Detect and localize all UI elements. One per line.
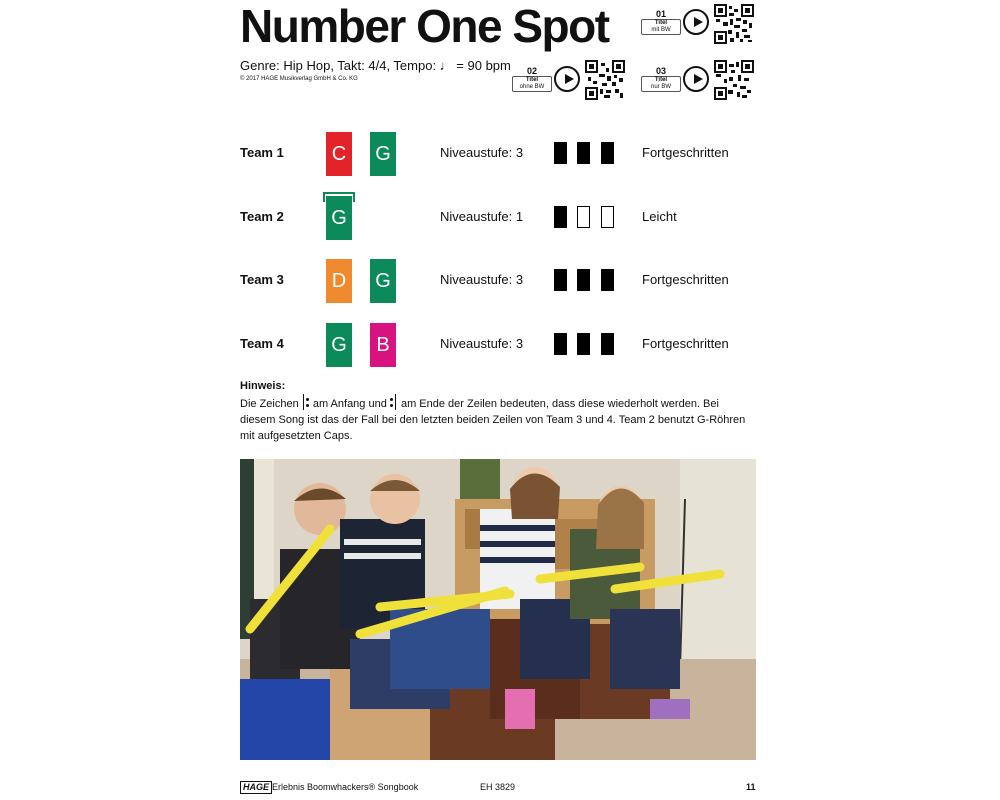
track-label: Titel — [525, 77, 539, 83]
level-bar-filled — [577, 142, 590, 164]
track-sub: mit BW — [651, 27, 671, 33]
track-01[interactable] — [641, 9, 709, 35]
page-number: 11 — [746, 782, 756, 792]
difficulty-label: Fortgeschritten — [642, 272, 729, 287]
tube-g: G — [370, 259, 396, 303]
repeat-end-icon — [390, 394, 398, 410]
level-bar-filled — [554, 333, 567, 355]
level-label: Niveaustufe: 1 — [440, 209, 524, 224]
hint-text-3: am Ende der Zeilen bedeuten, dass diese wiederholt werden. Bei diesem Song ist das der Fall bei den letzten beiden Zeilen von Team 3 und 4. Team 2 benutzt G-Röhren mit aufgesetzten Caps. — [240, 398, 746, 442]
level-bar-filled — [577, 333, 590, 355]
level-label: Niveaustufe: 3 — [440, 272, 524, 287]
level-bar-filled — [601, 142, 614, 164]
track-03[interactable] — [641, 66, 709, 92]
level-bar-filled — [601, 333, 614, 355]
track-number: 01 — [655, 9, 666, 19]
song-title: Number One Spot — [240, 0, 609, 52]
team-row-3 — [240, 259, 760, 303]
classroom-photo — [240, 459, 756, 760]
level-bar-filled — [554, 269, 567, 291]
level-bar-empty — [601, 206, 614, 228]
copyright: © 2017 HAGE Musikverlag GmbH & Co. KG — [240, 76, 358, 82]
team-name: Team 4 — [240, 336, 284, 351]
difficulty-label: Fortgeschritten — [642, 145, 729, 160]
difficulty-label: Fortgeschritten — [642, 336, 729, 351]
difficulty-label: Leicht — [642, 209, 677, 224]
hage-logo: HAGE — [240, 781, 272, 794]
track-sub: ohne BW — [519, 84, 545, 90]
qr-code-icon[interactable] — [714, 60, 754, 100]
team-row-1 — [240, 132, 760, 176]
footer-book-title: Erlebnis Boomwhackers® Songbook — [272, 782, 419, 792]
track-label: Titel — [654, 20, 668, 26]
level-bar-filled — [601, 269, 614, 291]
tube-c: C — [326, 132, 352, 176]
track-number: 03 — [655, 66, 666, 76]
song-meta: Genre: Hip Hop, Takt: 4/4, Tempo: ♩ = 90 bpm — [240, 58, 511, 73]
hint-heading: Hinweis: — [240, 380, 286, 392]
tube-g: G — [326, 323, 352, 367]
hint-text-2: am Anfang und — [312, 398, 387, 410]
track-02[interactable] — [512, 66, 580, 92]
tube-d: D — [326, 259, 352, 303]
level-bar-filled — [554, 206, 567, 228]
qr-code-icon[interactable] — [585, 60, 625, 100]
team-row-2 — [240, 196, 760, 240]
track-label: Titel — [654, 77, 668, 83]
play-icon[interactable] — [683, 9, 709, 35]
qr-code-icon[interactable] — [714, 4, 754, 44]
tube-note: G — [331, 206, 347, 229]
tube-b: B — [370, 323, 396, 367]
tube-g: G — [370, 132, 396, 176]
level-bar-filled — [554, 142, 567, 164]
team-name: Team 2 — [240, 209, 284, 224]
cap-icon — [323, 192, 355, 202]
level-label: Niveaustufe: 3 — [440, 145, 524, 160]
play-icon[interactable] — [683, 66, 709, 92]
track-number: 02 — [526, 66, 537, 76]
team-name: Team 3 — [240, 272, 284, 287]
hint-text-1: Die Zeichen — [240, 398, 299, 410]
level-label: Niveaustufe: 3 — [440, 336, 524, 351]
level-bar-filled — [577, 269, 590, 291]
tube-g-with-cap — [326, 196, 352, 240]
footer-code: EH 3829 — [480, 782, 516, 792]
repeat-start-icon — [302, 394, 310, 410]
track-sub: nur BW — [650, 84, 671, 90]
team-row-4 — [240, 323, 760, 367]
team-name: Team 1 — [240, 145, 284, 160]
hint-section — [240, 378, 756, 444]
level-bar-empty — [577, 206, 590, 228]
play-icon[interactable] — [554, 66, 580, 92]
